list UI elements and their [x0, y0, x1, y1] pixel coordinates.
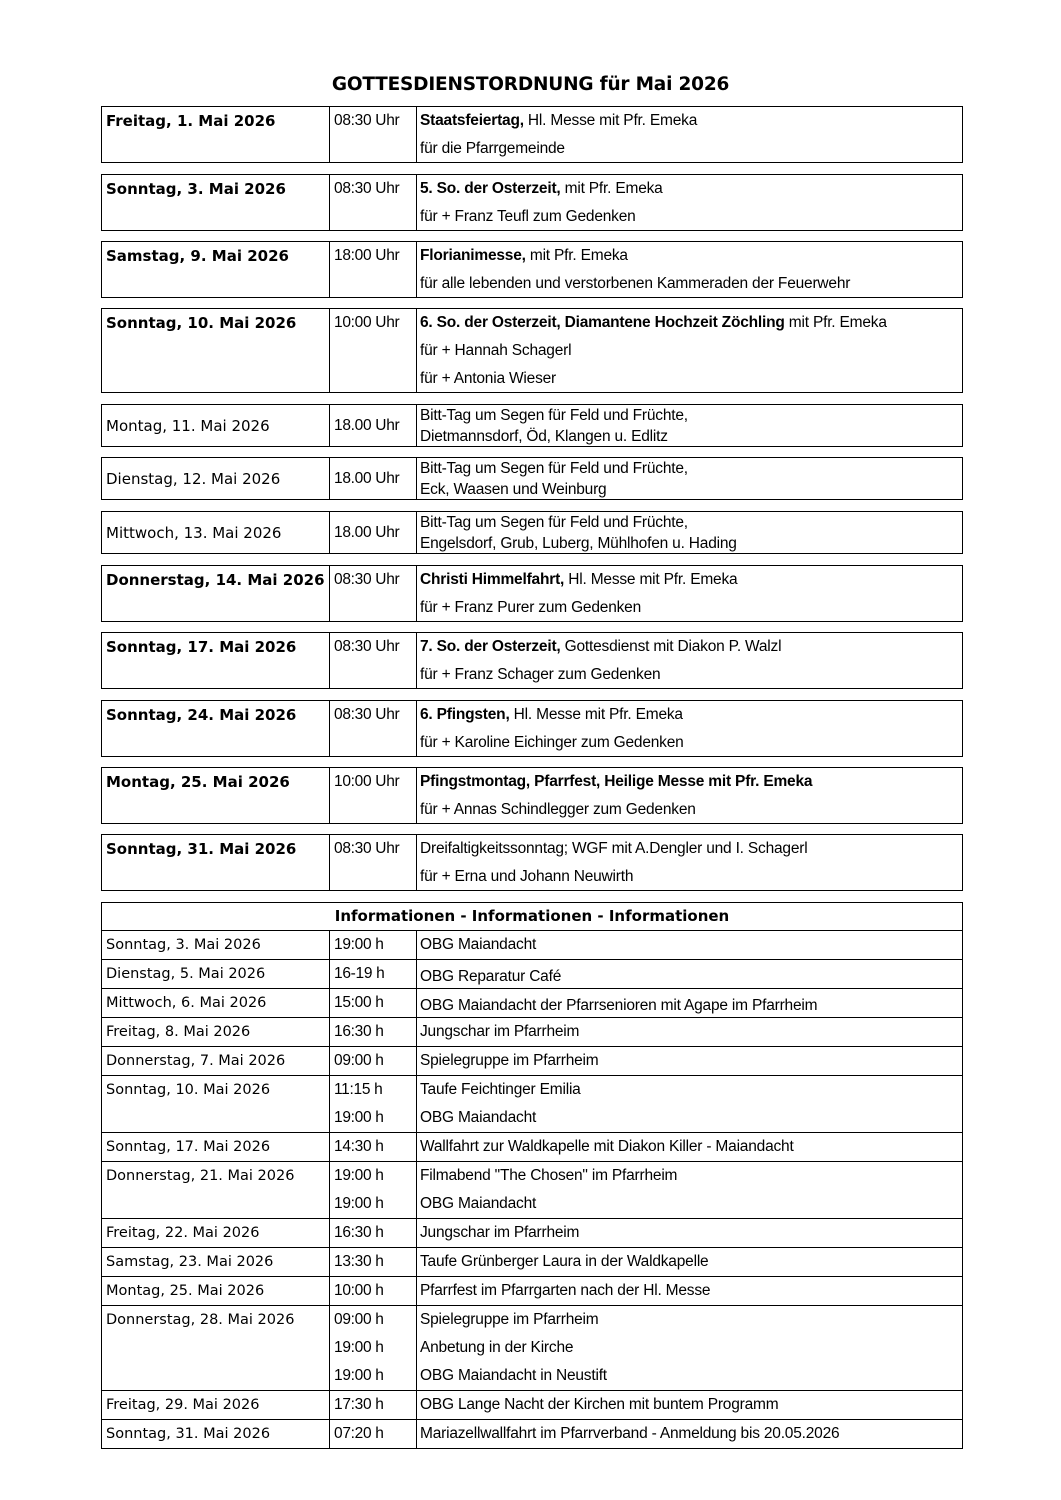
info-time: 19:00 h	[334, 1167, 384, 1184]
service-highlight-text: Staatsfeiertag,	[420, 112, 524, 129]
info-date: Sonntag, 3. Mai 2026	[106, 937, 261, 953]
info-event-cell	[417, 1420, 962, 1448]
info-time: 11:15 h	[334, 1081, 383, 1098]
service-description	[417, 566, 962, 621]
info-time: 16:30 h	[334, 1023, 384, 1040]
info-event: Pfarrfest im Pfarrgarten nach der Hl. Messe	[420, 1282, 711, 1299]
service-description-line	[420, 534, 962, 555]
service-description-line	[420, 275, 962, 303]
service-time: 08:30 Uhr	[330, 107, 417, 162]
info-event-cell	[417, 1306, 962, 1390]
info-event-cell	[417, 931, 962, 959]
service-entry	[101, 106, 963, 163]
service-text: Hl. Messe mit Pfr. Emeka	[564, 571, 738, 588]
service-description-line	[420, 480, 962, 501]
info-event-cell	[417, 1219, 962, 1247]
service-entry	[101, 308, 963, 393]
service-description-line	[420, 706, 962, 734]
service-description-line	[420, 342, 962, 370]
info-row	[102, 1162, 962, 1219]
info-event: OBG Maiandacht	[420, 1109, 537, 1126]
service-date: Sonntag, 31. Mai 2026	[102, 835, 330, 890]
info-time: 16:30 h	[334, 1224, 384, 1241]
info-date-cell	[102, 1248, 330, 1276]
info-row	[102, 1420, 962, 1448]
info-date-cell	[102, 960, 330, 988]
information-table	[101, 902, 963, 1449]
service-description-line	[420, 459, 962, 480]
service-time: 08:30 Uhr	[330, 175, 417, 230]
service-text: für + Hannah Schagerl	[420, 342, 572, 359]
service-text: mit Pfr. Emeka	[784, 314, 887, 331]
info-date: Sonntag, 31. Mai 2026	[106, 1426, 271, 1442]
service-text: für + Franz Teufl zum Gedenken	[420, 208, 636, 225]
information-body	[102, 931, 962, 1448]
service-highlight-text: Christi Himmelfahrt,	[420, 571, 565, 588]
service-date: Samstag, 9. Mai 2026	[102, 242, 330, 297]
service-time: 18.00 Uhr	[330, 405, 417, 446]
service-description-line	[420, 840, 962, 868]
info-event: OBG Maiandacht der Pfarrsenioren mit Agape im Pfarrheim	[420, 997, 818, 1014]
info-row	[102, 1391, 962, 1420]
info-event: OBG Reparatur Café	[420, 968, 562, 985]
service-entry	[101, 767, 963, 824]
service-text: mit Pfr. Emeka	[560, 180, 663, 197]
service-date: Sonntag, 24. Mai 2026	[102, 701, 330, 756]
service-description	[417, 175, 962, 230]
info-time: 16-19 h	[334, 965, 385, 982]
info-date: Freitag, 29. Mai 2026	[106, 1397, 260, 1413]
info-time-cell	[330, 1018, 417, 1046]
service-text: Bitt-Tag um Segen für Feld und Früchte,	[420, 407, 688, 424]
service-description-line	[420, 868, 962, 896]
info-date-cell	[102, 1306, 330, 1390]
service-text: Dreifaltigkeitssonntag; WGF mit A.Dengler und I. Schagerl	[420, 840, 808, 857]
info-time-cell	[330, 1047, 417, 1075]
info-date-cell	[102, 1047, 330, 1075]
info-event: Spielegruppe im Pfarrheim	[420, 1311, 599, 1328]
info-time-cell	[330, 1277, 417, 1305]
info-time-cell	[330, 1219, 417, 1247]
info-date-cell	[102, 1076, 330, 1132]
service-description-line	[420, 734, 962, 762]
service-text: mit Pfr. Emeka	[525, 247, 628, 264]
info-event: Filmabend "The Chosen" im Pfarrheim	[420, 1167, 678, 1184]
info-event-cell	[417, 1018, 962, 1046]
info-event: Jungschar im Pfarrheim	[420, 1224, 580, 1241]
info-date-cell	[102, 1133, 330, 1161]
info-time-cell	[330, 1076, 417, 1132]
info-date: Donnerstag, 21. Mai 2026	[106, 1168, 295, 1184]
info-date: Dienstag, 5. Mai 2026	[106, 966, 266, 982]
info-date: Donnerstag, 28. Mai 2026	[106, 1312, 295, 1328]
service-date: Sonntag, 17. Mai 2026	[102, 633, 330, 688]
service-time: 10:00 Uhr	[330, 768, 417, 823]
service-text: für + Erna und Johann Neuwirth	[420, 868, 634, 885]
info-time: 15:00 h	[334, 994, 384, 1011]
service-text: Hl. Messe mit Pfr. Emeka	[509, 706, 683, 723]
service-entry	[101, 457, 963, 500]
info-row	[102, 1306, 962, 1391]
info-row	[102, 931, 962, 960]
service-description-line	[420, 140, 962, 168]
service-description-line	[420, 406, 962, 427]
service-description	[417, 512, 962, 553]
info-date-cell	[102, 1018, 330, 1046]
service-description	[417, 107, 962, 162]
service-time: 08:30 Uhr	[330, 701, 417, 756]
service-description-line	[420, 208, 962, 236]
service-description	[417, 458, 962, 499]
info-date: Montag, 25. Mai 2026	[106, 1283, 265, 1299]
service-entry	[101, 404, 963, 447]
service-time: 10:00 Uhr	[330, 309, 417, 392]
service-text: Bitt-Tag um Segen für Feld und Früchte,	[420, 460, 688, 477]
service-description-line	[420, 571, 962, 599]
service-text: Engelsdorf, Grub, Luberg, Mühlhofen u. Hading	[420, 535, 737, 552]
service-entry	[101, 700, 963, 757]
service-text: für die Pfarrgemeinde	[420, 140, 565, 157]
service-time: 18.00 Uhr	[330, 458, 417, 499]
info-event: Anbetung in der Kirche	[420, 1339, 574, 1356]
service-description	[417, 309, 962, 392]
info-date-cell	[102, 931, 330, 959]
info-time: 19:00 h	[334, 1339, 384, 1356]
service-highlight-text: 7. So. der Osterzeit,	[420, 638, 561, 655]
info-date: Freitag, 22. Mai 2026	[106, 1225, 260, 1241]
service-date: Montag, 11. Mai 2026	[102, 405, 330, 446]
service-entry	[101, 511, 963, 554]
info-event: Wallfahrt zur Waldkapelle mit Diakon Killer - Maiandacht	[420, 1138, 794, 1155]
service-date: Sonntag, 10. Mai 2026	[102, 309, 330, 392]
info-row	[102, 1047, 962, 1076]
info-event-cell	[417, 1248, 962, 1276]
info-date: Freitag, 8. Mai 2026	[106, 1024, 251, 1040]
service-description-line	[420, 773, 962, 801]
service-highlight-text: 6. Pfingsten,	[420, 706, 510, 723]
info-time: 17:30 h	[334, 1396, 384, 1413]
service-text: für + Franz Schager zum Gedenken	[420, 666, 661, 683]
info-date-cell	[102, 1420, 330, 1448]
service-date: Mittwoch, 13. Mai 2026	[102, 512, 330, 553]
info-time-cell	[330, 1162, 417, 1218]
service-description-line	[420, 247, 962, 275]
service-description-line	[420, 180, 962, 208]
info-time: 07:20 h	[334, 1425, 384, 1442]
service-description-line	[420, 666, 962, 694]
service-entry	[101, 565, 963, 622]
service-description-line	[420, 801, 962, 829]
service-text: für alle lebenden und verstorbenen Kammeraden der Feuerwehr	[420, 275, 851, 292]
information-header: Informationen - Informationen - Informationen	[102, 903, 962, 931]
info-event: Spielegruppe im Pfarrheim	[420, 1052, 599, 1069]
service-description	[417, 405, 962, 446]
info-event-cell	[417, 960, 962, 988]
info-time: 09:00 h	[334, 1052, 384, 1069]
service-description-line	[420, 513, 962, 534]
page-title: GOTTESDIENSTORDNUNG für Mai 2026	[331, 74, 730, 95]
info-date: Mittwoch, 6. Mai 2026	[106, 995, 267, 1011]
info-time-cell	[330, 989, 417, 1017]
info-date: Sonntag, 17. Mai 2026	[106, 1139, 271, 1155]
info-event: OBG Maiandacht in Neustift	[420, 1367, 607, 1384]
service-text: für + Franz Purer zum Gedenken	[420, 599, 642, 616]
info-date-cell	[102, 1391, 330, 1419]
service-time: 08:30 Uhr	[330, 633, 417, 688]
info-row	[102, 960, 962, 989]
service-text: Eck, Waasen und Weinburg	[420, 481, 607, 498]
info-row	[102, 1076, 962, 1133]
info-time-cell	[330, 1391, 417, 1419]
info-time: 14:30 h	[334, 1138, 384, 1155]
info-row	[102, 1248, 962, 1277]
service-description-line	[420, 427, 962, 448]
info-date-cell	[102, 1219, 330, 1247]
service-text: für + Annas Schindlegger zum Gedenken	[420, 801, 696, 818]
service-date: Dienstag, 12. Mai 2026	[102, 458, 330, 499]
info-row	[102, 1277, 962, 1306]
info-event: Taufe Grünberger Laura in der Waldkapelle	[420, 1253, 709, 1270]
service-entry	[101, 834, 963, 891]
service-description	[417, 768, 962, 823]
info-time-cell	[330, 931, 417, 959]
info-time: 19:00 h	[334, 1195, 384, 1212]
info-time: 09:00 h	[334, 1311, 384, 1328]
service-description	[417, 701, 962, 756]
info-event-cell	[417, 1162, 962, 1218]
info-time: 19:00 h	[334, 1367, 384, 1384]
service-description-line	[420, 370, 962, 398]
info-time-cell	[330, 1420, 417, 1448]
info-time: 19:00 h	[334, 936, 384, 953]
service-entry	[101, 632, 963, 689]
info-row	[102, 1133, 962, 1162]
service-highlight-text: Pfingstmontag, Pfarrfest, Heilige Messe mit Pfr. Emeka	[420, 773, 813, 790]
service-time: 18:00 Uhr	[330, 242, 417, 297]
service-description-line	[420, 638, 962, 666]
info-event-cell	[417, 1391, 962, 1419]
info-event-cell	[417, 1133, 962, 1161]
info-event: OBG Lange Nacht der Kirchen mit buntem Programm	[420, 1396, 779, 1413]
info-time: 19:00 h	[334, 1109, 384, 1126]
info-time-cell	[330, 1133, 417, 1161]
service-time: 18.00 Uhr	[330, 512, 417, 553]
service-description	[417, 242, 962, 297]
service-text: für + Karoline Eichinger zum Gedenken	[420, 734, 684, 751]
info-row	[102, 1219, 962, 1248]
service-description-line	[420, 112, 962, 140]
service-description-line	[420, 599, 962, 627]
service-date: Sonntag, 3. Mai 2026	[102, 175, 330, 230]
service-date: Freitag, 1. Mai 2026	[102, 107, 330, 162]
info-time-cell	[330, 1306, 417, 1390]
service-time: 08:30 Uhr	[330, 566, 417, 621]
service-description	[417, 633, 962, 688]
service-highlight-text: 6. So. der Osterzeit, Diamantene Hochzeit Zöchling	[420, 314, 785, 331]
info-event: OBG Maiandacht	[420, 1195, 537, 1212]
info-time-cell	[330, 1248, 417, 1276]
info-row	[102, 989, 962, 1018]
info-event-cell	[417, 1076, 962, 1132]
service-date: Donnerstag, 14. Mai 2026	[102, 566, 330, 621]
info-event-cell	[417, 1047, 962, 1075]
service-text: für + Antonia Wieser	[420, 370, 556, 387]
service-date: Montag, 25. Mai 2026	[102, 768, 330, 823]
info-event-cell	[417, 1277, 962, 1305]
service-entry	[101, 241, 963, 298]
info-event: Jungschar im Pfarrheim	[420, 1023, 580, 1040]
service-time: 08:30 Uhr	[330, 835, 417, 890]
service-text: Hl. Messe mit Pfr. Emeka	[523, 112, 698, 129]
service-highlight-text: 5. So. der Osterzeit,	[420, 180, 561, 197]
info-row	[102, 1018, 962, 1047]
info-time: 10:00 h	[334, 1282, 384, 1299]
info-date-cell	[102, 989, 330, 1017]
info-date: Sonntag, 10. Mai 2026	[106, 1082, 271, 1098]
info-event-cell	[417, 989, 962, 1017]
info-time: 13:30 h	[334, 1253, 384, 1270]
service-text: Dietmannsdorf, Öd, Klangen u. Edlitz	[420, 428, 668, 445]
service-text: Gottesdienst mit Diakon P. Walzl	[560, 638, 782, 655]
service-entry	[101, 174, 963, 231]
service-description	[417, 835, 962, 890]
service-text: Bitt-Tag um Segen für Feld und Früchte,	[420, 514, 688, 531]
service-highlight-text: Florianimesse,	[420, 247, 526, 264]
info-time-cell	[330, 960, 417, 988]
info-event: OBG Maiandacht	[420, 936, 537, 953]
info-date-cell	[102, 1162, 330, 1218]
info-date: Samstag, 23. Mai 2026	[106, 1254, 274, 1270]
info-date: Donnerstag, 7. Mai 2026	[106, 1053, 286, 1069]
info-event: Mariazellwallfahrt im Pfarrverband - Anmeldung bis 20.05.2026	[420, 1425, 840, 1442]
info-event: Taufe Feichtinger Emilia	[420, 1081, 581, 1098]
info-date-cell	[102, 1277, 330, 1305]
service-description-line	[420, 314, 962, 342]
